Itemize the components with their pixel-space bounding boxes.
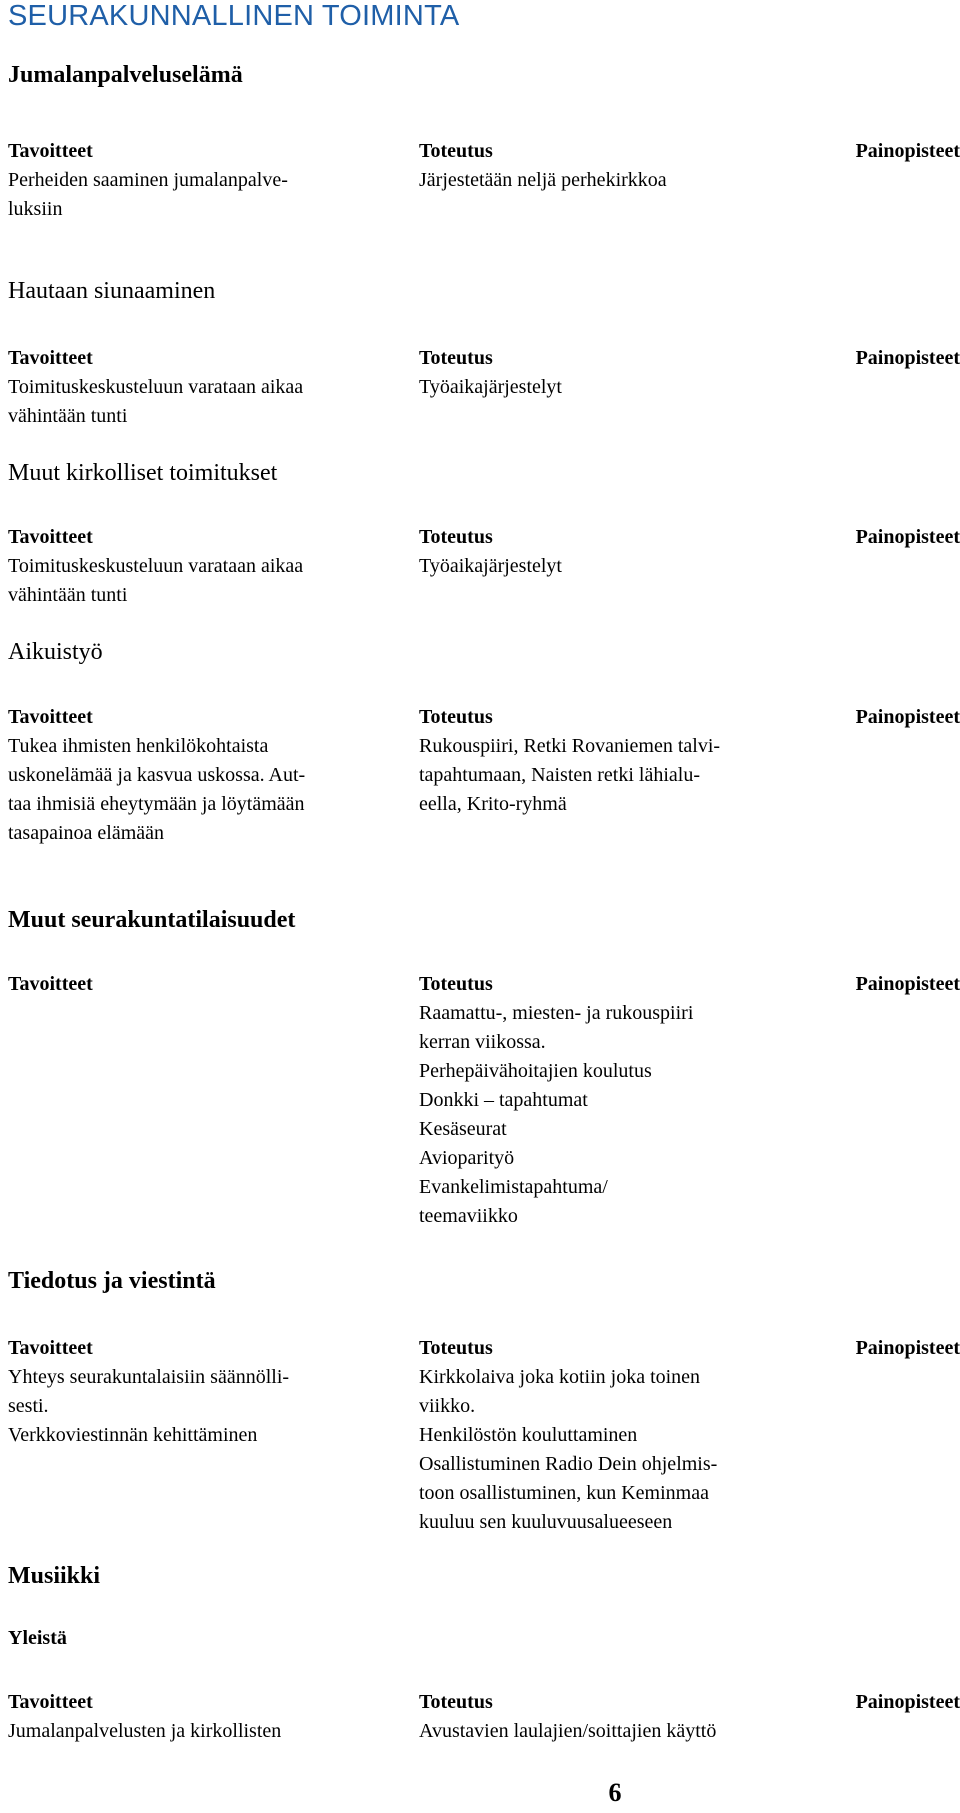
col-header-goals: Tavoitteet: [8, 706, 93, 728]
col-header-focus: Painopisteet: [855, 973, 960, 995]
col-header-goals: Tavoitteet: [8, 347, 93, 369]
section-goals: Perheiden saaminen jumalanpalve- luksiin: [8, 169, 288, 220]
col-header-implementation: Toteutus: [419, 706, 493, 728]
col-header-focus: Painopisteet: [855, 1337, 960, 1359]
document-title: SEURAKUNNALLINEN TOIMINTA: [8, 0, 460, 32]
col-header-implementation: Toteutus: [419, 526, 493, 548]
section-goals: Toimituskeskusteluun varataan aikaa vähintään tunti: [8, 376, 304, 427]
section-subheading-general: Yleistä: [8, 1627, 67, 1649]
col-header-implementation: Toteutus: [419, 347, 493, 369]
col-header-implementation: Toteutus: [419, 973, 493, 995]
section-implementation: Kirkkolaiva joka kotiin joka toinen viikko. Henkilöstön kouluttaminen Osallistuminen Radio Dein ohjelmis- toon osallistuminen, kun Keminmaa kuuluu sen kuuluvuusalueeseen: [419, 1366, 718, 1533]
col-header-implementation: Toteutus: [419, 1691, 493, 1713]
section-implementation: Työaikajärjestelyt: [419, 555, 562, 577]
col-header-implementation: Toteutus: [419, 1337, 493, 1359]
col-header-goals: Tavoitteet: [8, 140, 93, 162]
section-heading-music: Musiikki: [8, 1563, 101, 1589]
col-header-goals: Tavoitteet: [8, 1337, 93, 1359]
page-number: 6: [608, 1778, 622, 1807]
col-header-focus: Painopisteet: [855, 140, 960, 162]
col-header-focus: Painopisteet: [855, 706, 960, 728]
col-header-focus: Painopisteet: [855, 1691, 960, 1713]
section-heading-other-events: Muut seurakuntatilaisuudet: [8, 907, 296, 933]
col-header-focus: Painopisteet: [855, 347, 960, 369]
section-goals: Jumalanpalvelusten ja kirkollisten: [8, 1720, 282, 1742]
section-heading-worship: Jumalanpalveluselämä: [8, 62, 243, 88]
section-implementation: Järjestetään neljä perhekirkkoa: [419, 169, 667, 191]
section-heading-burial: Hautaan siunaaminen: [8, 278, 216, 304]
col-header-focus: Painopisteet: [855, 526, 960, 548]
section-implementation: Työaikajärjestelyt: [419, 376, 562, 398]
section-goals: Yhteys seurakuntalaisiin säännölli- sesti. Verkkoviestinnän kehittäminen: [8, 1366, 290, 1446]
col-header-goals: Tavoitteet: [8, 526, 93, 548]
section-goals: Tukea ihmisten henkilökohtaista uskonelämää ja kasvua uskossa. Aut- taa ihmisiä eheytymään ja löytämään tasapainoa elämään: [8, 735, 306, 844]
section-heading-other-ceremonies: Muut kirkolliset toimitukset: [8, 460, 278, 486]
section-implementation: Rukouspiiri, Retki Rovaniemen talvi- tapahtumaan, Naisten retki lähialu- eella, Krito-ryhmä: [419, 735, 721, 815]
section-heading-communications: Tiedotus ja viestintä: [8, 1268, 216, 1294]
section-heading-adult-work: Aikuistyö: [8, 639, 103, 665]
col-header-goals: Tavoitteet: [8, 1691, 93, 1713]
col-header-implementation: Toteutus: [419, 140, 493, 162]
section-implementation: Raamattu-, miesten- ja rukouspiiri kerran viikossa. Perhepäivähoitajien koulutus Donkki – tapahtumat Kesäseurat Avioparityö Evankelimistapahtuma/ teemaviikko: [419, 1002, 694, 1227]
col-header-goals: Tavoitteet: [8, 973, 93, 995]
section-implementation: Avustavien laulajien/soittajien käyttö: [419, 1720, 717, 1742]
section-goals: Toimituskeskusteluun varataan aikaa vähintään tunti: [8, 555, 304, 606]
